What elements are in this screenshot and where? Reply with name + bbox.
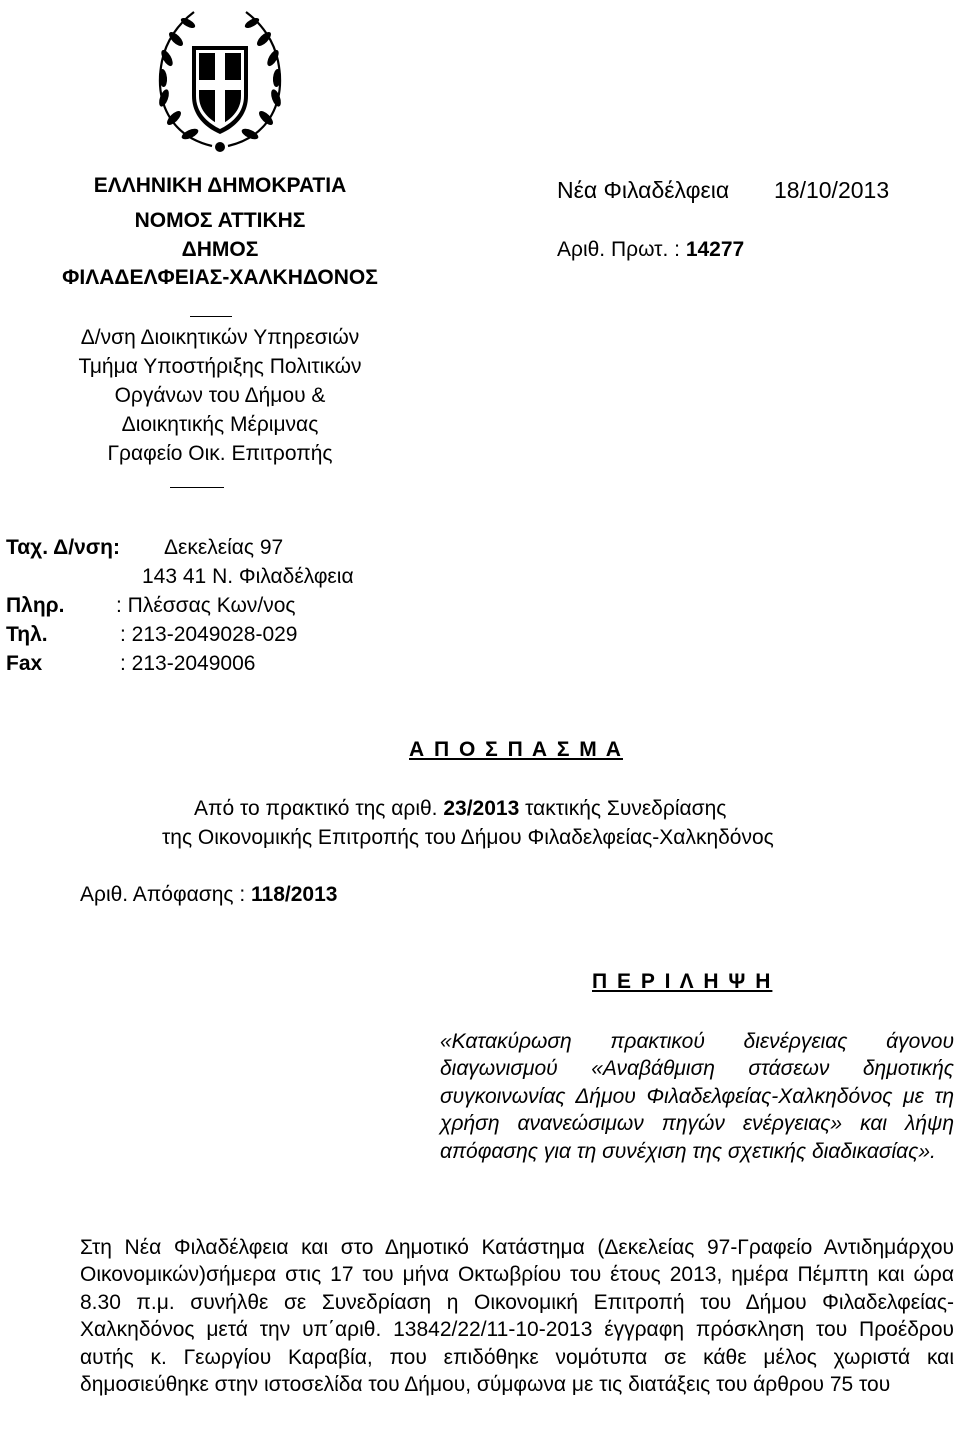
excerpt-title: Α Π Ο Σ Π Α Σ Μ Α: [409, 738, 623, 761]
address-label: Ταχ. Δ/νση:: [6, 536, 120, 559]
decision-number: 118/2013: [251, 883, 338, 906]
session-number: 23/2013: [443, 797, 520, 820]
excerpt-line1: [194, 797, 726, 821]
protocol-label: Αριθ. Πρωτ. :: [557, 238, 686, 261]
header-divider-bottom: [170, 487, 224, 488]
address-line2: 143 41 Ν. Φιλαδέλφεια: [142, 565, 354, 588]
header-municipality-line1: ΔΗΜΟΣ: [181, 238, 259, 261]
header-republic: ΕΛΛΗΝΙΚΗ ΔΗΜΟΚΡΑΤΙΑ: [93, 174, 347, 197]
protocol-value: 14277: [685, 238, 745, 261]
greek-state-emblem-icon: [150, 6, 290, 156]
excerpt-line1-prefix: Από το πρακτικό της αριθ.: [194, 797, 444, 820]
info-label: Πληρ.: [6, 594, 65, 617]
excerpt-line2: της Οικονομικής Επιτροπής του Δήμου Φιλαδελφείας-Χαλκηδόνος: [162, 826, 774, 849]
protocol-number: [557, 238, 744, 262]
header-municipality-line2: ΦΙΛΑΔΕΛΦΕΙΑΣ-ΧΑΛΚΗΔΟΝΟΣ: [62, 266, 378, 289]
department-line: Οργάνων του Δήμου &: [114, 384, 326, 407]
fax-value: : 213-2049006: [120, 652, 256, 675]
header-divider-top: [190, 316, 232, 317]
info-value: : Πλέσσας Κων/νος: [116, 594, 296, 617]
address-line1: Δεκελείας 97: [164, 536, 284, 559]
department-line: Γραφείο Οικ. Επιτροπής: [107, 442, 333, 465]
decision-number-line: [80, 883, 337, 907]
body-paragraph: Στη Νέα Φιλαδέλφεια και στο Δημοτικό Κατάστημα (Δεκελείας 97-Γραφείο Αντιδημάρχου Οικονομικών)σήμερα στις 17 του μήνα Οκτωβρίου του έτους 2013, ημέρα Πέμπτη και ώρα 8.30 π.μ. συνήλθε σε Συνεδρίαση η Οικονομική Επιτροπή του Δήμου Φιλαδελφείας-Χαλκηδόνος μετά την υπ΄αριθ. 13842/22/11-10-2013 έγγραφη πρόσκληση του Προέδρου αυτής κ. Γεωργίου Καραβία, που επιδόθηκε νομότυπα σε κάθε μέλος χωριστά και δημοσιεύθηκε στην ιστοσελίδα του Δήμου, σύμφωνα με τις διατάξεις του άρθρου 75 του: [80, 1236, 954, 1397]
fax-label: Fax: [6, 652, 43, 675]
excerpt-line1-suffix: τακτικής Συνεδρίασης: [519, 797, 727, 820]
header-prefecture: ΝΟΜΟΣ ΑΤΤΙΚΗΣ: [134, 209, 306, 232]
summary-text: «Κατακύρωση πρακτικού διενέργειας άγονου διαγωνισμού «Αναβάθμιση στάσεων δημοτικής συγκοινωνίας Δήμου Φιλαδελφείας-Χαλκηδόνος με τη χρήση ανανεώσιμων πηγών ενέργειας» και λήψη απόφασης για τη συνέχιση της σχετικής διαδικασίας».: [440, 1030, 954, 1163]
summary-title: Π Ε Ρ Ι Λ Η Ψ Η: [592, 970, 773, 993]
dateline-date: 18/10/2013: [774, 177, 890, 203]
decision-label: Αριθ. Απόφασης :: [80, 883, 252, 906]
department-line: Τμήμα Υποστήριξης Πολιτικών: [78, 355, 362, 378]
dateline-place: Νέα Φιλαδέλφεια: [557, 177, 730, 203]
phone-label: Τηλ.: [6, 623, 48, 646]
department-line: Διοικητικής Μέριμνας: [121, 413, 319, 436]
department-line: Δ/νση Διοικητικών Υπηρεσιών: [80, 326, 360, 349]
phone-value: : 213-2049028-029: [120, 623, 298, 646]
